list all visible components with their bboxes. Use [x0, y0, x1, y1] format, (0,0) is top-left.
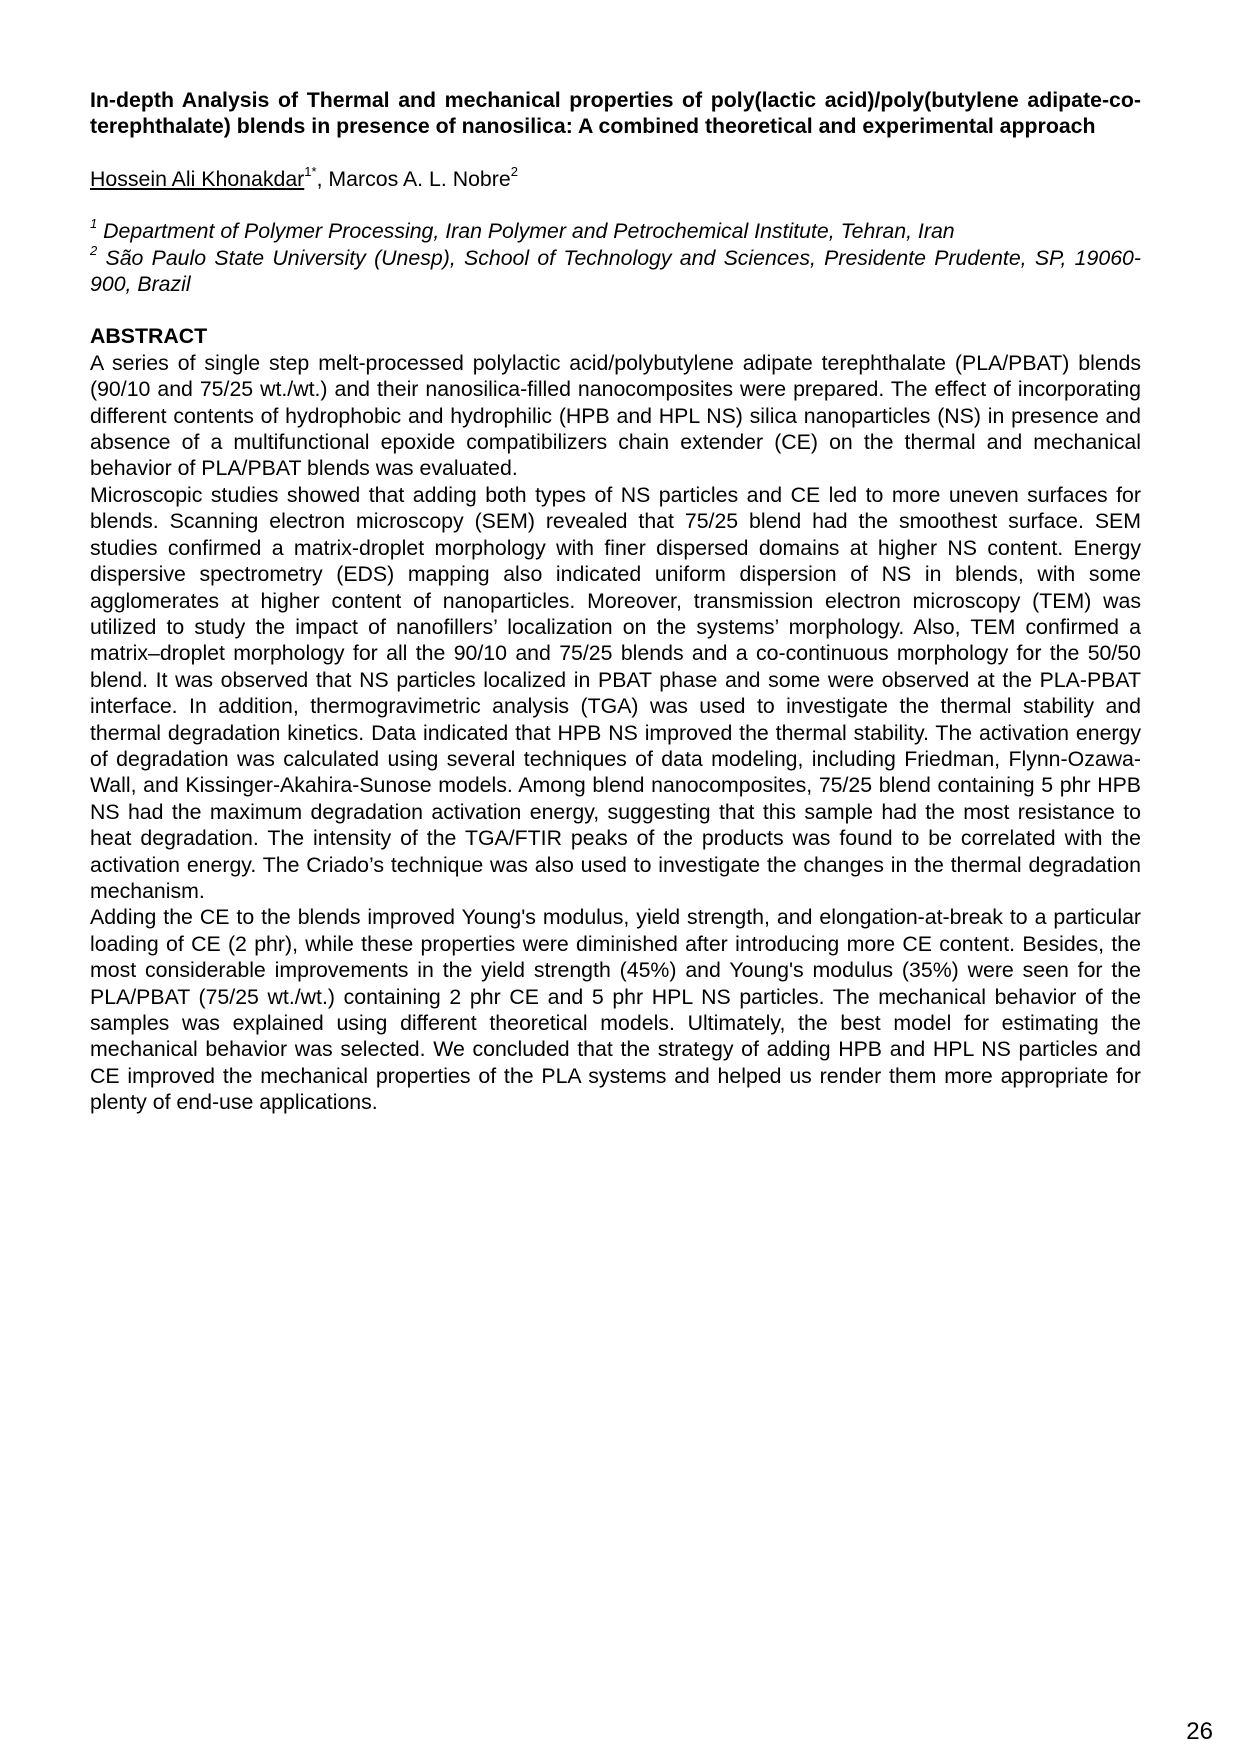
author-presenting: Hossein Ali Khonakdar	[90, 166, 305, 191]
author1-affiliation-mark: 1*	[304, 163, 317, 179]
affiliation-1-mark: 1	[90, 216, 98, 232]
affiliation-1	[90, 218, 1141, 244]
paper-content	[90, 87, 1141, 1116]
affiliation-1-text: Department of Polymer Processing, Iran Polymer and Petrochemical Institute, Tehran, Iran	[97, 219, 955, 244]
paper-title: In-depth Analysis of Thermal and mechanical properties of poly(lactic acid)/poly(butylene adipate-co-terephthalate) blends in presence of nanosilica: A combined theoretical and experimental approach	[90, 88, 1141, 139]
author-list	[90, 163, 1141, 192]
affiliation-2-mark: 2	[90, 242, 98, 258]
author2-affiliation-mark: 2	[510, 163, 518, 179]
abstract-paragraph-2: Microscopic studies showed that adding both types of NS particles and CE led to more uneven surfaces for blends. Scanning electron microscopy (SEM) revealed that 75/25 blend had the smoothest surface. SEM studies confirmed a matrix-droplet morphology with finer dispersed domains at higher NS content. Energy dispersive spectrometry (EDS) mapping also indicated uniform dispersion of NS in blends, with some agglomerates at higher content of nanoparticles. Moreover, transmission electron microscopy (TEM) was utilized to study the impact of nanofillers’ localization on the systems’ morphology. Also, TEM confirmed a matrix–droplet morphology for all the 90/10 and 75/25 blends and a co-continuous morphology for the 50/50 blend. It was observed that NS particles localized in PBAT phase and some were observed at the PLA-PBAT interface. In addition, thermogravimetric analysis (TGA) was used to investigate the thermal stability and thermal degradation kinetics. Data indicated that HPB NS improved the thermal stability. The activation energy of degradation was calculated using several techniques of data modeling, including Friedman, Flynn-Ozawa-Wall, and Kissinger-Akahira-Sunose models. Among blend nanocomposites, 75/25 blend containing 5 phr HPB NS had the maximum degradation activation energy, suggesting that this sample had the most resistance to heat degradation. The intensity of the TGA/FTIR peaks of the products was found to be correlated with the activation energy. The Criado’s technique was also used to investigate the changes in the thermal degradation mechanism.	[90, 482, 1141, 903]
affiliation-2-text: São Paulo State University (Unesp), School of Technology and Sciences, Presidente Prudente, SP, 19060-900, Brazil	[90, 245, 1141, 297]
author-separator: ,	[316, 166, 329, 191]
affiliation-2	[90, 242, 1141, 298]
abstract-heading: ABSTRACT	[90, 324, 208, 349]
author-second: Marcos A. L. Nobre	[328, 166, 511, 191]
affiliation-list	[90, 218, 1141, 297]
page-number: 26	[1186, 1718, 1213, 1745]
abstract-paragraph-3: Adding the CE to the blends improved Young's modulus, yield strength, and elongation-at-break to a particular loading of CE (2 phr), while these properties were diminished after introducing more CE content. Besides, the most considerable improvements in the yield strength (45%) and Young's modulus (35%) were seen for the PLA/PBAT (75/25 wt./wt.) containing 2 phr CE and 5 phr HPL NS particles. The mechanical behavior of the samples was explained using different theoretical models. Ultimately, the best model for estimating the mechanical behavior was selected. We concluded that the strategy of adding HPB and HPL NS particles and CE improved the mechanical properties of the PLA systems and helped us render them more appropriate for plenty of end-use applications.	[90, 905, 1141, 1115]
abstract-paragraph-1: A series of single step melt-processed polylactic acid/polybutylene adipate terephthalate (PLA/PBAT) blends (90/10 and 75/25 wt./wt.) and their nanosilica-filled nanocomposites were prepared. The effect of incorporating different contents of hydrophobic and hydrophilic (HPB and HPL NS) silica nanoparticles (NS) in presence and absence of a multifunctional epoxide compatibilizers chain extender (CE) on the thermal and mechanical behavior of PLA/PBAT blends was evaluated.	[90, 350, 1141, 481]
